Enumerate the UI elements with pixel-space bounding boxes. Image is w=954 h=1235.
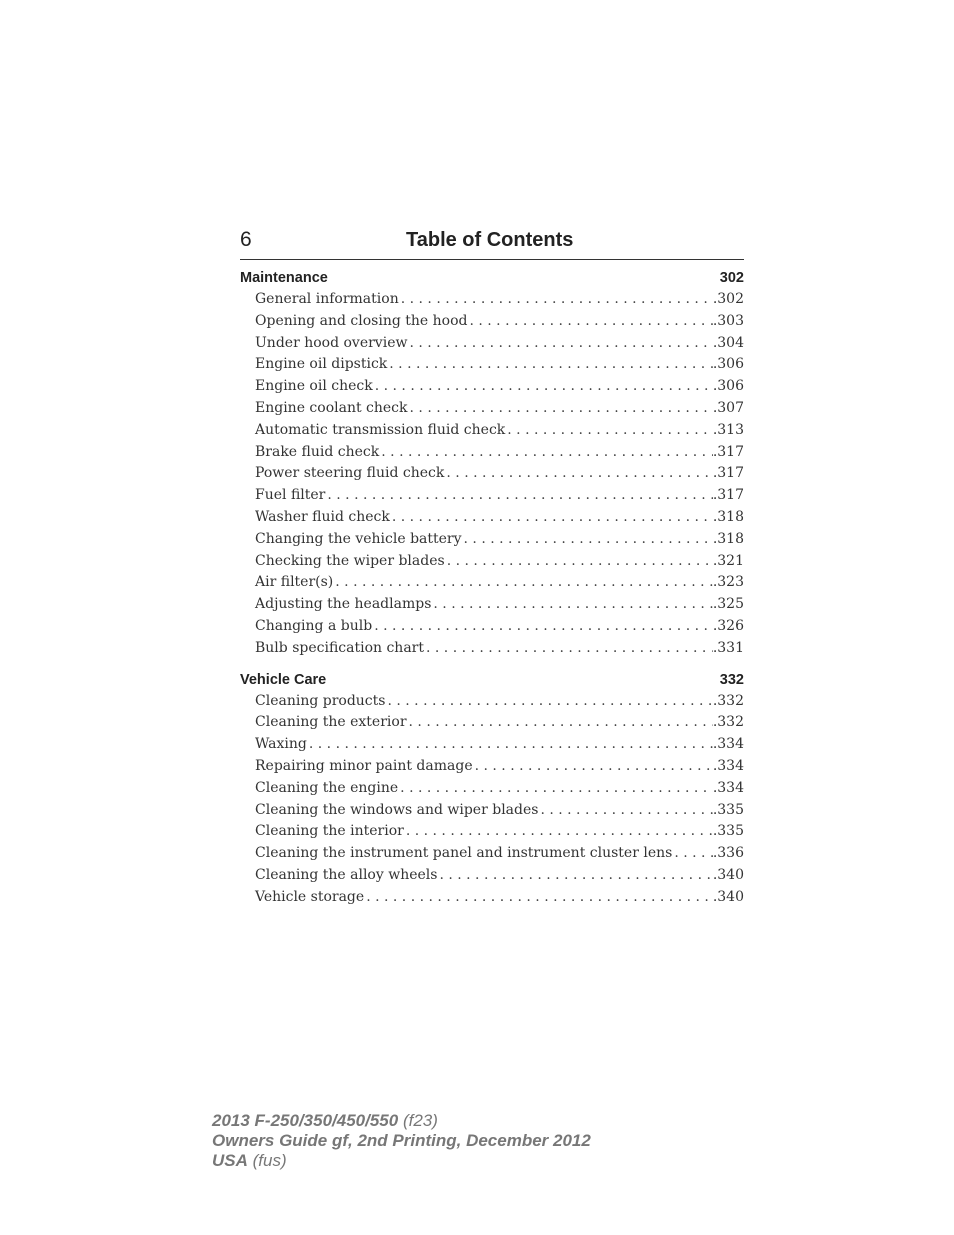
dot-leader (404, 821, 713, 843)
entry-page: .336 (712, 845, 744, 862)
dot-leader (538, 800, 712, 822)
entry-page: .306 (712, 356, 744, 373)
toc-entry[interactable] (240, 485, 744, 507)
entry-page: .317 (712, 465, 744, 482)
entry-label: Changing the vehicle battery (255, 530, 462, 547)
toc-entry[interactable] (240, 333, 744, 355)
toc-entry[interactable] (240, 712, 744, 734)
entry-page: .334 (712, 757, 744, 774)
entry-label: Cleaning the windows and wiper blades (255, 801, 539, 818)
dot-leader (424, 638, 713, 660)
toc-entry[interactable] (240, 594, 744, 616)
toc-entry[interactable] (240, 821, 744, 843)
toc-entry[interactable] (240, 354, 744, 376)
toc-entry[interactable] (240, 616, 744, 638)
entry-label: Power steering fluid check (255, 465, 445, 482)
dot-leader (407, 333, 712, 355)
dot-leader (672, 843, 713, 865)
entry-label: Waxing (255, 736, 307, 753)
section-page: 302 (719, 270, 744, 286)
entry-page: .340 (712, 888, 744, 905)
dot-leader (390, 507, 713, 529)
dot-leader (307, 734, 713, 756)
entry-page: .325 (712, 596, 744, 613)
dot-leader (473, 756, 713, 778)
toc-entry[interactable] (240, 734, 744, 756)
entry-label: Checking the wiper blades (255, 552, 445, 569)
page-title: Table of Contents (406, 229, 574, 251)
document-footer (212, 1111, 591, 1171)
entry-label: Changing a bulb (255, 617, 373, 634)
entry-page: .335 (712, 823, 744, 840)
entry-page: .335 (712, 801, 744, 818)
entry-label: Fuel filter (255, 487, 326, 504)
section-title: Maintenance (240, 270, 328, 286)
dot-leader (408, 398, 713, 420)
entry-page: .303 (712, 312, 744, 329)
toc-entry[interactable] (240, 442, 744, 464)
toc-entry[interactable] (240, 289, 744, 311)
entry-label: Brake fluid check (255, 443, 380, 460)
entry-label: Engine coolant check (255, 399, 408, 416)
toc-entry[interactable] (240, 398, 744, 420)
entry-page: .306 (712, 378, 744, 395)
toc-entry[interactable] (240, 887, 744, 909)
entry-label: Cleaning the exterior (255, 714, 407, 731)
dot-leader (379, 442, 713, 464)
entry-label: General information (255, 291, 399, 307)
entry-page: .307 (712, 399, 744, 416)
entry-label: Air filter(s) (255, 574, 334, 591)
toc-entry[interactable] (240, 843, 744, 865)
entry-page: .326 (712, 617, 744, 634)
entry-page: .332 (712, 692, 744, 709)
footer-line-model: 2013 F-250/350/450/550 (f23) (212, 1111, 438, 1130)
entry-page: .317 (712, 487, 744, 504)
toc-entry[interactable] (240, 800, 744, 822)
entry-page: .318 (712, 530, 744, 547)
dot-leader (444, 463, 712, 485)
toc-entry[interactable] (240, 507, 744, 529)
footer-line-region: USA (fus) (212, 1151, 287, 1170)
dot-leader (399, 289, 713, 311)
entry-page: .334 (712, 779, 744, 796)
toc-entry[interactable] (240, 529, 744, 551)
toc-section-heading[interactable] (240, 669, 744, 691)
page-header (240, 228, 744, 260)
dot-leader (467, 311, 712, 333)
toc-section (240, 669, 744, 909)
entry-label: Opening and closing the hood (255, 312, 468, 329)
toc-section (240, 267, 744, 660)
entry-page: .304 (712, 334, 744, 351)
entry-label: Cleaning products (255, 692, 386, 709)
entry-label: Bulb specification chart (255, 639, 424, 656)
toc-entry[interactable] (240, 551, 744, 573)
dot-leader (431, 594, 712, 616)
toc-entry[interactable] (240, 865, 744, 887)
entry-label: Automatic transmission fluid check (255, 421, 506, 438)
entry-label: Under hood overview (255, 334, 408, 351)
dot-leader (462, 529, 713, 551)
entry-label: Engine oil check (255, 378, 373, 395)
toc-entry[interactable] (240, 572, 744, 594)
entry-page: .323 (712, 574, 744, 591)
entry-page: .318 (712, 508, 744, 525)
entry-label: Vehicle storage (255, 888, 365, 905)
toc-page (240, 228, 744, 909)
toc-section-heading[interactable] (240, 267, 744, 289)
section-title: Vehicle Care (240, 671, 327, 688)
entry-page: .340 (712, 866, 744, 883)
dot-leader (437, 865, 712, 887)
dot-leader (407, 712, 713, 734)
dot-leader (398, 778, 713, 800)
dot-leader (505, 420, 713, 442)
entry-page: .317 (712, 443, 744, 460)
dot-leader (373, 376, 713, 398)
toc-sections (240, 267, 744, 909)
entry-page: .332 (712, 714, 744, 731)
entry-label: Washer fluid check (255, 508, 390, 525)
toc-entry[interactable] (240, 376, 744, 398)
entry-label: Repairing minor paint damage (255, 757, 473, 774)
entry-page: .331 (712, 639, 744, 656)
dot-leader (364, 887, 713, 909)
entry-label: Engine oil dipstick (255, 356, 388, 373)
dot-leader (445, 551, 713, 573)
entry-label: Cleaning the alloy wheels (255, 866, 438, 883)
entry-label: Cleaning the instrument panel and instrument cluster lens (255, 845, 673, 862)
dot-leader (325, 485, 712, 507)
entry-page: .302 (712, 291, 744, 307)
dot-leader (372, 616, 713, 638)
dot-leader (387, 354, 713, 376)
toc-entry[interactable] (240, 638, 744, 660)
page-number: 6 (240, 228, 252, 251)
dot-leader (385, 691, 712, 713)
entry-label: Adjusting the headlamps (255, 596, 432, 613)
footer-line-printing: Owners Guide gf, 2nd Printing, December 2012 (212, 1131, 591, 1150)
entry-page: .334 (712, 736, 744, 753)
toc-entry[interactable] (240, 778, 744, 800)
entry-label: Cleaning the engine (255, 779, 399, 796)
entry-label: Cleaning the interior (255, 823, 404, 840)
entry-page: .321 (712, 552, 744, 569)
toc-entry[interactable] (240, 756, 744, 778)
toc-entry[interactable] (240, 311, 744, 333)
toc-entry[interactable] (240, 691, 744, 713)
toc-entry[interactable] (240, 463, 744, 485)
dot-leader (333, 572, 713, 594)
section-page: 332 (719, 671, 744, 688)
toc-entry[interactable] (240, 420, 744, 442)
entry-page: .313 (712, 421, 744, 438)
